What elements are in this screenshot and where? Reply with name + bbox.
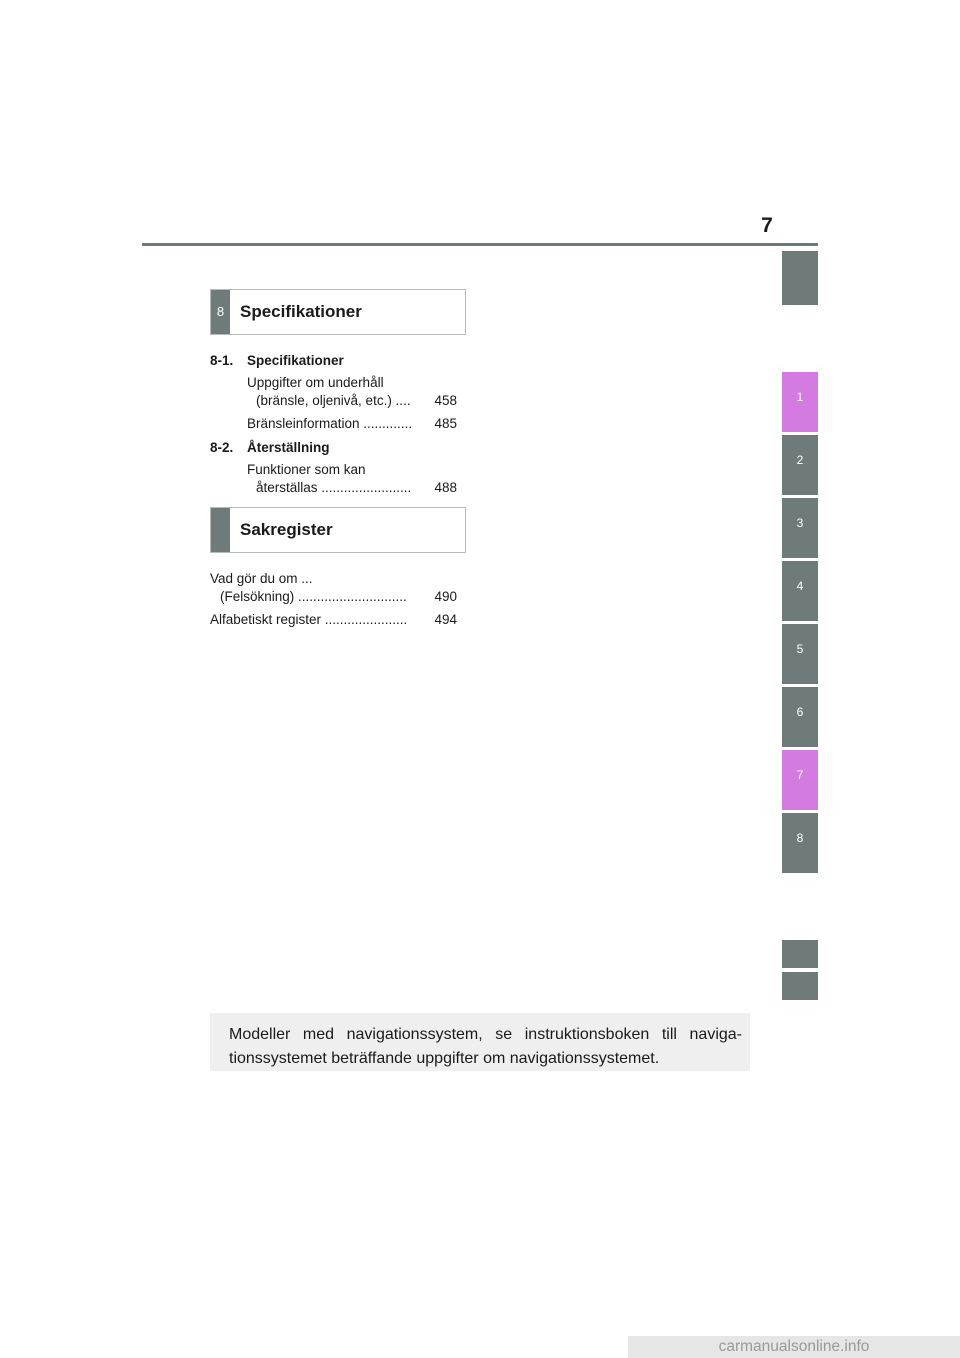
toc-entry-title: Alfabetiskt register ......................: [210, 612, 408, 627]
section-title: Specifikationer: [240, 302, 362, 321]
chapter-title: Återställning: [247, 440, 330, 455]
sidebar-tab-3[interactable]: 3: [782, 498, 818, 558]
chapter-number: 8-2.: [210, 440, 234, 455]
toc-entry-title: Funktioner som kan: [247, 462, 366, 477]
toc-entry-maintenance-data[interactable]: [210, 374, 457, 410]
toc-entry-title-cont: (Felsökning) .............................: [220, 589, 407, 604]
toc-page-number: 485: [434, 416, 457, 431]
toc-block-specifications: [210, 352, 457, 497]
toc-entry-title-cont: (bränsle, oljenivå, etc.) ....: [256, 393, 411, 408]
sidebar-tab-6[interactable]: 6: [782, 687, 818, 747]
toc-page-number: 494: [434, 612, 457, 627]
toc-entry-alphabetical-index[interactable]: [210, 611, 457, 629]
sidebar-tab-back[interactable]: [782, 972, 818, 1000]
sidebar-tab-7[interactable]: 7: [782, 750, 818, 810]
sidebar-tab-4[interactable]: 4: [782, 561, 818, 621]
chapter-number: 8-1.: [210, 353, 234, 368]
toc-entry-title: Vad gör du om ...: [210, 571, 313, 586]
toc-chapter-8-2[interactable]: [210, 439, 457, 458]
sidebar-tab-8[interactable]: 8: [782, 813, 818, 873]
page-number: 7: [761, 214, 773, 237]
toc-page-number: 490: [434, 589, 457, 604]
toc-entry-resettable-functions[interactable]: [210, 461, 457, 497]
section-tab-index: [211, 508, 230, 552]
toc-entry-troubleshooting[interactable]: [210, 570, 457, 606]
toc-page-number: 488: [434, 480, 457, 495]
sidebar-tab-1[interactable]: 1: [782, 372, 818, 432]
chapter-title: Specifikationer: [247, 353, 344, 368]
toc-page-number: 458: [434, 393, 457, 408]
sidebar-tab-5[interactable]: 5: [782, 624, 818, 684]
header-rule: [142, 243, 818, 246]
toc-entry-title: Uppgifter om underhåll: [247, 375, 384, 390]
watermark: carmanualsonline.info: [628, 1336, 960, 1358]
sidebar-tab-index[interactable]: [782, 940, 818, 968]
sidebar-tab-2[interactable]: 2: [782, 435, 818, 495]
toc-block-index: [210, 570, 457, 629]
toc-entry-title: Bränsleinformation .............: [247, 416, 413, 431]
section-tab-8: 8: [211, 290, 230, 334]
section-title: Sakregister: [240, 520, 333, 539]
toc-entry-fuel-information[interactable]: [210, 415, 457, 433]
section-header-specifications: [210, 289, 466, 335]
navigation-note: Modeller med navigationssystem, se instruktionsboken till naviga-tionssystemet beträffande uppgifter om navigationssystemet.: [210, 1013, 750, 1071]
section-header-index: [210, 507, 466, 553]
toc-entry-title-cont: återställas ........................: [256, 480, 412, 495]
sidebar-tab-contents[interactable]: [782, 251, 818, 305]
toc-chapter-8-1[interactable]: [210, 352, 457, 371]
